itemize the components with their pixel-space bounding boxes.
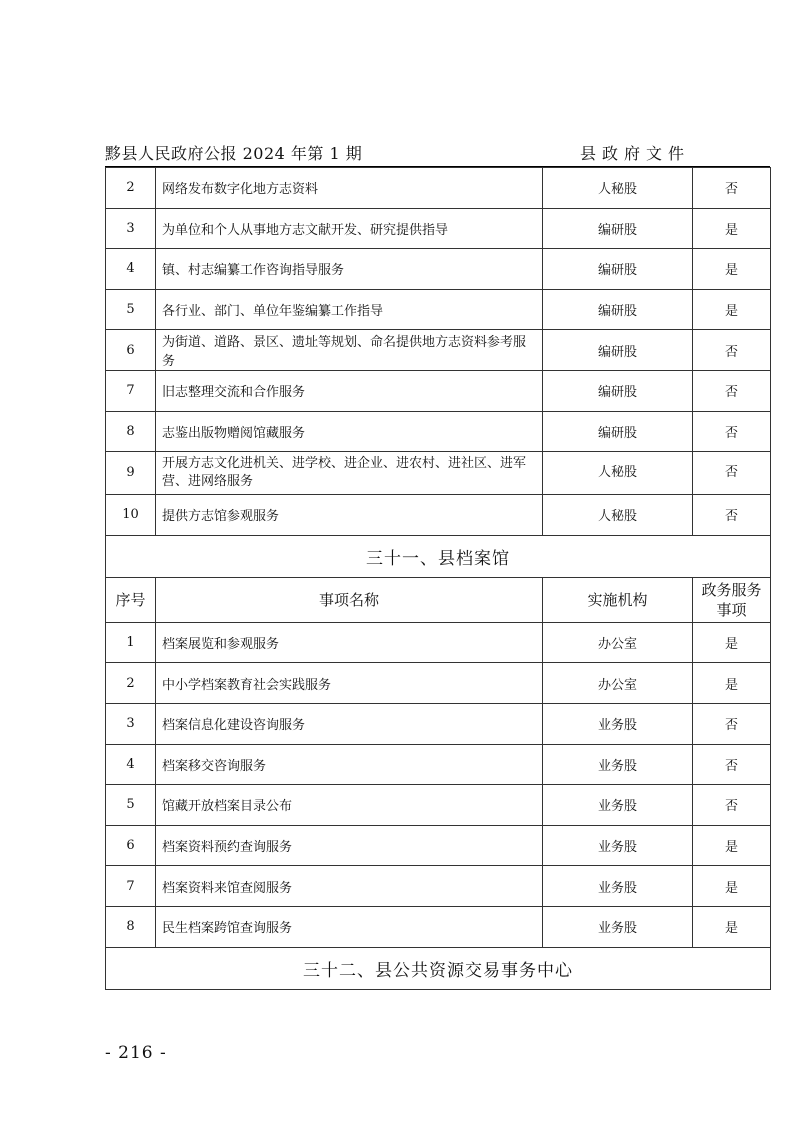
item-name: 中小学档案教育社会实践服务	[156, 663, 543, 704]
gov-service-flag: 是	[693, 622, 771, 663]
section-title-public-resources: 三十二、县公共资源交易事务中心	[106, 947, 771, 989]
row-number: 4	[106, 249, 156, 290]
item-name: 各行业、部门、单位年鉴编纂工作指导	[156, 289, 543, 330]
table-row	[106, 495, 771, 536]
table-row	[106, 663, 771, 704]
row-number: 4	[106, 744, 156, 785]
item-name: 提供方志馆参观服务	[156, 495, 543, 536]
table-row	[106, 411, 771, 452]
table-row	[106, 906, 771, 947]
header-gov-service: 政务服务事项	[693, 577, 771, 622]
table-row	[106, 825, 771, 866]
section-title-archives: 三十一、县档案馆	[106, 535, 771, 577]
row-number: 2	[106, 663, 156, 704]
row-number: 5	[106, 785, 156, 826]
table-row	[106, 208, 771, 249]
page-number: - 216 -	[105, 1043, 167, 1063]
gov-service-flag: 是	[693, 208, 771, 249]
gov-service-flag: 否	[693, 452, 771, 495]
table-header-row	[106, 577, 771, 622]
implementing-agency: 编研股	[543, 249, 693, 290]
header-item-name: 事项名称	[156, 577, 543, 622]
section-heading-row	[106, 947, 771, 989]
table-row	[106, 249, 771, 290]
item-name: 网络发布数字化地方志资料	[156, 168, 543, 209]
item-name: 开展方志文化进机关、进学校、进企业、进农村、进社区、进军营、进网络服务	[156, 452, 543, 495]
row-number: 6	[106, 330, 156, 371]
row-number: 8	[106, 906, 156, 947]
implementing-agency: 编研股	[543, 289, 693, 330]
item-name: 为街道、道路、景区、遗址等规划、命名提供地方志资料参考服务	[156, 330, 543, 371]
implementing-agency: 编研股	[543, 411, 693, 452]
item-name: 档案信息化建设咨询服务	[156, 703, 543, 744]
item-name: 民生档案跨馆查询服务	[156, 906, 543, 947]
implementing-agency: 业务股	[543, 866, 693, 907]
implementing-agency: 编研股	[543, 330, 693, 371]
table-row	[106, 703, 771, 744]
implementing-agency: 编研股	[543, 370, 693, 411]
table-row	[106, 289, 771, 330]
document-category: 县政府文件	[579, 144, 690, 163]
row-number: 10	[106, 495, 156, 536]
item-name: 档案展览和参观服务	[156, 622, 543, 663]
section-heading-row	[106, 535, 771, 577]
implementing-agency: 业务股	[543, 703, 693, 744]
gov-service-flag: 否	[693, 370, 771, 411]
implementing-agency: 业务股	[543, 744, 693, 785]
implementing-agency: 人秘股	[543, 452, 693, 495]
row-number: 9	[106, 452, 156, 495]
implementing-agency: 办公室	[543, 663, 693, 704]
gov-service-flag: 否	[693, 411, 771, 452]
table-row	[106, 452, 771, 495]
table-row	[106, 330, 771, 371]
gov-service-flag: 是	[693, 866, 771, 907]
service-items-table	[105, 167, 771, 990]
gov-service-flag: 是	[693, 825, 771, 866]
gov-service-flag: 是	[693, 663, 771, 704]
gov-service-flag: 否	[693, 785, 771, 826]
item-name: 为单位和个人从事地方志文献开发、研究提供指导	[156, 208, 543, 249]
row-number: 6	[106, 825, 156, 866]
table-row	[106, 168, 771, 209]
gov-service-flag: 是	[693, 906, 771, 947]
item-name: 档案移交咨询服务	[156, 744, 543, 785]
implementing-agency: 人秘股	[543, 168, 693, 209]
implementing-agency: 办公室	[543, 622, 693, 663]
row-number: 5	[106, 289, 156, 330]
table-row	[106, 370, 771, 411]
row-number: 2	[106, 168, 156, 209]
implementing-agency: 编研股	[543, 208, 693, 249]
implementing-agency: 人秘股	[543, 495, 693, 536]
header-agency: 实施机构	[543, 577, 693, 622]
row-number: 3	[106, 208, 156, 249]
table-row	[106, 622, 771, 663]
item-name: 馆藏开放档案目录公布	[156, 785, 543, 826]
item-name: 旧志整理交流和合作服务	[156, 370, 543, 411]
gov-service-flag: 是	[693, 289, 771, 330]
item-name: 档案资料预约查询服务	[156, 825, 543, 866]
page-header	[105, 141, 690, 165]
table-row	[106, 785, 771, 826]
row-number: 8	[106, 411, 156, 452]
gov-service-flag: 否	[693, 168, 771, 209]
implementing-agency: 业务股	[543, 906, 693, 947]
bulletin-title: 黟县人民政府公报 2024 年第 1 期	[105, 144, 363, 163]
gov-service-flag: 否	[693, 330, 771, 371]
item-name: 镇、村志编纂工作咨询指导服务	[156, 249, 543, 290]
implementing-agency: 业务股	[543, 785, 693, 826]
item-name: 档案资料来馆查阅服务	[156, 866, 543, 907]
header-number: 序号	[106, 577, 156, 622]
gov-service-flag: 否	[693, 703, 771, 744]
row-number: 7	[106, 370, 156, 411]
gov-service-flag: 否	[693, 744, 771, 785]
table-row	[106, 744, 771, 785]
table-row	[106, 866, 771, 907]
row-number: 1	[106, 622, 156, 663]
item-name: 志鉴出版物赠阅馆藏服务	[156, 411, 543, 452]
gov-service-flag: 是	[693, 249, 771, 290]
implementing-agency: 业务股	[543, 825, 693, 866]
gov-service-flag: 否	[693, 495, 771, 536]
row-number: 3	[106, 703, 156, 744]
row-number: 7	[106, 866, 156, 907]
